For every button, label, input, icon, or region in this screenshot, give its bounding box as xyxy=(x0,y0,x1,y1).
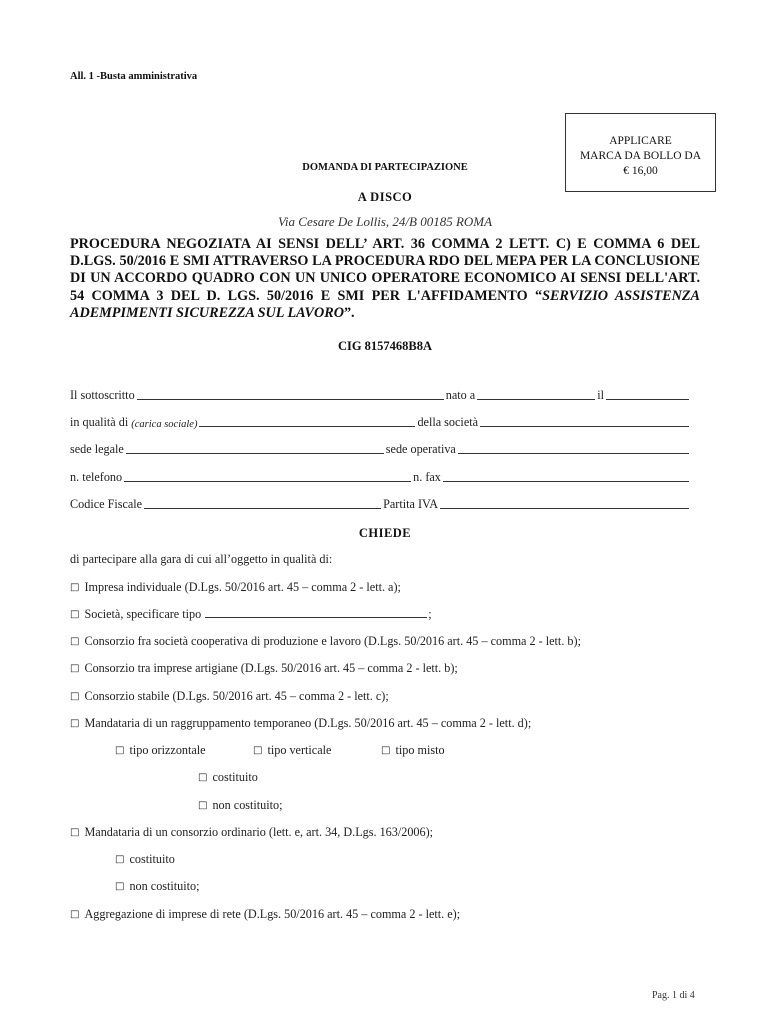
input-codice-fiscale[interactable] xyxy=(144,507,381,509)
option-consorzio-stabile-label: Consorzio stabile (D.Lgs. 50/2016 art. 45 – comma 2 - lett. c); xyxy=(84,689,389,703)
subject-main: PROCEDURA NEGOZIATA AI SENSI DELL’ ART. 36 COMMA 2 LETT. C) E COMMA 6 DEL D.LGS. 50/2016 E SMI ATTRAVERSO LA PROCEDURA RDO DEL MEPA PER LA CONCLUSIONE DI UN ACCORDO QUADRO CON UN UNICO OPERATORE ECONOMICO AI SENSI DELL'ART. 54 COMMA 3 DEL D. LGS. 50/2016 E SMI PER L'AFFIDAMENTO xyxy=(70,236,700,304)
option-societa-end: ; xyxy=(428,607,432,621)
option-consorzio-stabile xyxy=(70,689,389,704)
input-data-nascita[interactable] xyxy=(606,398,689,400)
input-sottoscritto[interactable] xyxy=(137,398,444,400)
document-title: DOMANDA DI PARTECIPAZIONE xyxy=(302,162,468,173)
option-impresa-label: Impresa individuale (D.Lgs. 50/2016 art. 45 – comma 2 - lett. a); xyxy=(84,580,401,594)
checkbox-icon[interactable]: □ xyxy=(115,881,125,892)
stamp-line-2: MARCA DA BOLLO DA xyxy=(579,150,702,162)
checkbox-icon[interactable]: □ xyxy=(115,745,125,756)
option-non-costituito-label: non costituito; xyxy=(212,798,283,812)
row-qualita xyxy=(70,415,691,430)
row-sede xyxy=(70,442,691,457)
checkbox-icon[interactable]: □ xyxy=(70,718,80,729)
option-costituito-2-label: costituito xyxy=(129,852,175,866)
stamp-line-1: APPLICARE xyxy=(609,135,672,147)
intro-text: di partecipare alla gara di cui all’oggetto in qualità di: xyxy=(70,552,333,566)
input-sede-operativa[interactable] xyxy=(458,452,689,454)
subject-close-quote: ”. xyxy=(343,304,355,321)
input-partita-iva[interactable] xyxy=(440,507,689,509)
row-contatti xyxy=(70,470,691,485)
checkbox-icon[interactable]: □ xyxy=(70,663,80,674)
checkbox-icon[interactable]: □ xyxy=(115,854,125,865)
label-della-societa: della società xyxy=(417,415,479,429)
label-telefono: n. telefono xyxy=(70,470,123,484)
option-non-costituito-2-label: non costituito; xyxy=(129,879,200,893)
label-fax: n. fax xyxy=(413,470,441,484)
option-aggregazione-label: Aggregazione di imprese di rete (D.Lgs. 50/2016 art. 45 – comma 2 - lett. e); xyxy=(84,907,461,921)
input-nato-a[interactable] xyxy=(477,398,595,400)
option-consorzio-coop xyxy=(70,634,581,649)
option-costituito xyxy=(198,770,258,785)
stamp-line-3: € 16,00 xyxy=(623,165,658,177)
option-non-costituito-2 xyxy=(115,879,200,894)
label-carica-sociale: (carica sociale) xyxy=(131,419,198,430)
option-societa-label: Società, specificare tipo xyxy=(84,607,202,621)
checkbox-icon[interactable]: □ xyxy=(198,772,208,783)
option-tipo-verticale-label: tipo verticale xyxy=(267,743,332,757)
label-il: il xyxy=(597,388,604,402)
input-carica-sociale[interactable] xyxy=(199,425,415,427)
chiede-heading: CHIEDE xyxy=(358,526,412,540)
option-tipo-misto-label: tipo misto xyxy=(395,743,445,757)
label-qualita-di: in qualità di xyxy=(70,415,129,429)
option-mandataria-consorzio-label: Mandataria di un consorzio ordinario (lett. e, art. 34, D.Lgs. 163/2006); xyxy=(84,825,434,839)
option-tipo-orizzontale-label: tipo orizzontale xyxy=(129,743,206,757)
option-aggregazione xyxy=(70,907,460,922)
checkbox-icon[interactable]: □ xyxy=(70,609,80,620)
option-non-costituito xyxy=(198,798,283,813)
label-sede-operativa: sede operativa xyxy=(385,442,456,456)
option-tipo-verticale xyxy=(253,743,331,758)
option-tipo-misto xyxy=(381,743,445,758)
option-consorzio-coop-label: Consorzio fra società cooperativa di produzione e lavoro (D.Lgs. 50/2016 art. 45 – comma 2 - lett. b); xyxy=(84,634,581,648)
revenue-stamp-box xyxy=(565,113,716,192)
checkbox-icon[interactable]: □ xyxy=(70,582,80,593)
option-societa xyxy=(70,607,432,622)
checkbox-icon[interactable]: □ xyxy=(70,827,80,838)
input-societa[interactable] xyxy=(480,425,689,427)
option-mandataria-consorzio xyxy=(70,825,433,840)
checkbox-icon[interactable]: □ xyxy=(253,745,263,756)
option-impresa xyxy=(70,580,401,595)
attachment-label: All. 1 -Busta amministrativa xyxy=(70,71,198,82)
option-consorzio-artigiane xyxy=(70,661,458,676)
row-fiscale xyxy=(70,497,691,512)
label-nato-a: nato a xyxy=(445,388,476,402)
checkbox-icon[interactable]: □ xyxy=(70,691,80,702)
label-codice-fiscale: Codice Fiscale xyxy=(70,497,143,511)
option-mandataria-rti-label: Mandataria di un raggruppamento temporaneo (D.Lgs. 50/2016 art. 45 – comma 2 - lett. d); xyxy=(84,716,532,730)
recipient: A DISCO xyxy=(357,190,413,204)
option-costituito-2 xyxy=(115,852,175,867)
option-mandataria-rti xyxy=(70,716,531,731)
checkbox-icon[interactable]: □ xyxy=(70,909,80,920)
label-sottoscritto: Il sottoscritto xyxy=(70,388,135,402)
label-partita-iva: Partita IVA xyxy=(383,497,439,511)
procedure-subject xyxy=(70,236,700,322)
row-sottoscritto xyxy=(70,388,691,403)
recipient-address: Via Cesare De Lollis, 24/B 00185 ROMA xyxy=(277,214,493,229)
option-consorzio-artigiane-label: Consorzio tra imprese artigiane (D.Lgs. 50/2016 art. 45 – comma 2 - lett. b); xyxy=(84,661,458,675)
option-costituito-label: costituito xyxy=(212,770,258,784)
option-tipo-orizzontale xyxy=(115,743,206,758)
subject-service: SERVIZIO ASSISTENZA ADEMPIMENTI SICUREZZA SUL LAVORO xyxy=(70,287,700,321)
input-telefono[interactable] xyxy=(124,480,411,482)
input-fax[interactable] xyxy=(443,480,689,482)
input-sede-legale[interactable] xyxy=(126,452,384,454)
input-tipo-societa[interactable] xyxy=(205,616,427,618)
checkbox-icon[interactable]: □ xyxy=(198,800,208,811)
cig-code: CIG 8157468B8A xyxy=(337,339,433,353)
subject-open-quote: “ xyxy=(534,287,543,304)
checkbox-icon[interactable]: □ xyxy=(381,745,391,756)
page-number: Pag. 1 di 4 xyxy=(652,990,695,1001)
checkbox-icon[interactable]: □ xyxy=(70,636,80,647)
label-sede-legale: sede legale xyxy=(70,442,124,456)
